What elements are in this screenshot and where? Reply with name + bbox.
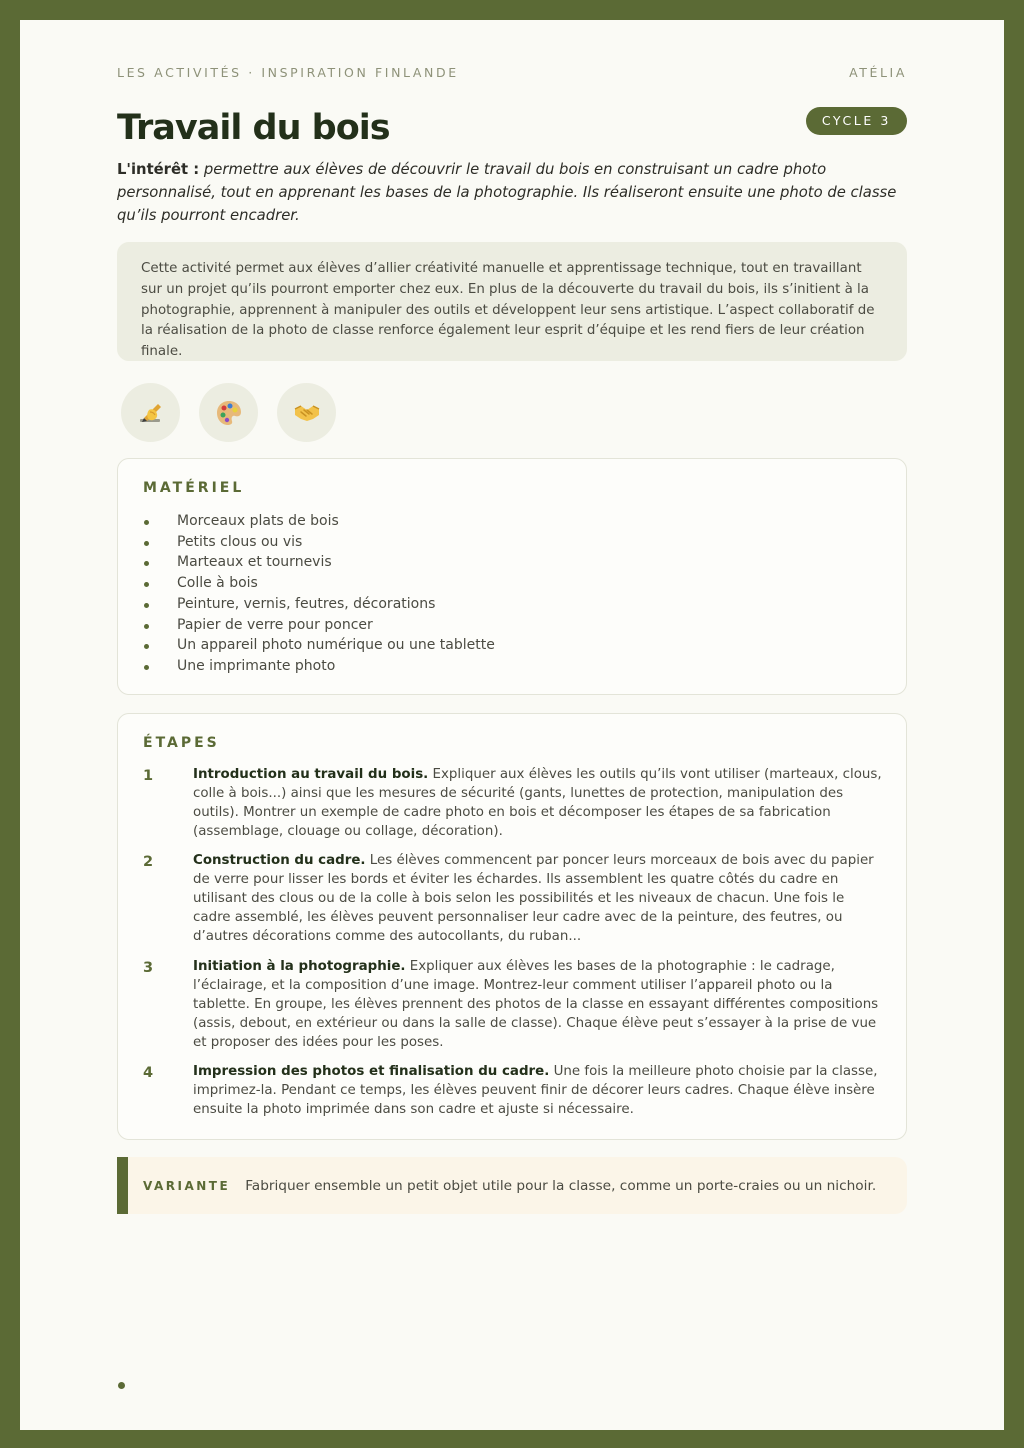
list-item: Un appareil photo numérique ou une tablette bbox=[143, 635, 495, 656]
etapes-card bbox=[117, 713, 907, 1140]
step-heading: Initiation à la photographie. bbox=[193, 959, 406, 974]
list-item: Papier de verre pour poncer bbox=[143, 615, 495, 636]
description-panel: Cette activité permet aux élèves d’allier créativité manuelle et apprentissage technique, tout en travaillant sur un projet qu’ils pourront emporter chez eux. En plus de la découverte du travail du bois, ils s’initient à la photographie, apprennent à manipuler des outils et développent leur sens artistique. L’aspect collaboratif de la réalisation de la photo de classe renforce également leur esprit d’équipe et les rend fiers de leur création finale. bbox=[117, 242, 907, 361]
step-heading: Impression des photos et finalisation du cadre. bbox=[193, 1064, 550, 1079]
handshake-icon bbox=[277, 383, 336, 442]
list-item: Marteaux et tournevis bbox=[143, 552, 495, 573]
etapes-title: ÉTAPES bbox=[143, 735, 220, 751]
page-title: Travail du bois bbox=[117, 108, 390, 148]
running-header bbox=[117, 65, 907, 80]
footer-dot bbox=[118, 1382, 125, 1389]
brand-label: ATÉLIA bbox=[849, 65, 907, 80]
step-body: Une fois la meilleure photo choisie par la classe, imprimez-la. Pendant ce temps, les élèves peuvent finir de décorer leurs cadres. Chaque élève insère ensuite la photo imprimée dans son cadre et ajuste si nécessaire. bbox=[193, 1064, 878, 1117]
list-item: Petits clous ou vis bbox=[143, 532, 495, 553]
step-text bbox=[193, 851, 883, 946]
list-item: Une imprimante photo bbox=[143, 656, 495, 677]
step-heading: Construction du cadre. bbox=[193, 853, 366, 868]
intro-label: L'intérêt : bbox=[117, 161, 200, 178]
cycle-badge: CYCLE 3 bbox=[806, 107, 907, 135]
writing-hand-icon bbox=[121, 383, 180, 442]
intro-text: permettre aux élèves de découvrir le travail du bois en construisant un cadre photo personnalisé, tout en apprenant les bases de la photographie. Ils réaliseront ensuite une photo de classe qu’ils pourront encadrer. bbox=[117, 161, 897, 224]
list-item: Morceaux plats de bois bbox=[143, 511, 495, 532]
list-item: Colle à bois bbox=[143, 573, 495, 594]
step-text bbox=[193, 957, 883, 1052]
step-heading: Introduction au travail du bois. bbox=[193, 767, 429, 782]
materiel-card bbox=[117, 458, 907, 695]
step-text bbox=[193, 1062, 883, 1119]
variante-text: Fabriquer ensemble un petit objet utile pour la classe, comme un porte-craies ou un nichoir. bbox=[245, 1177, 877, 1194]
step-body: Expliquer aux élèves les outils qu’ils vont utiliser (marteaux, clous, colle à bois...) ainsi que les mesures de sécurité (gants, lunettes de protection, manipulation des outils). Montrer un exemple de cadre photo en bois et décomposer les étapes de sa fabrication (assemblage, clouage ou collage, décoration). bbox=[193, 767, 882, 839]
step-text bbox=[193, 765, 883, 841]
section-label: LES ACTIVITÉS · INSPIRATION FINLANDE bbox=[117, 65, 459, 80]
palette-icon bbox=[199, 383, 258, 442]
skill-icons bbox=[121, 383, 336, 442]
materiel-title: MATÉRIEL bbox=[143, 480, 245, 496]
step-body: Expliquer aux élèves les bases de la photographie : le cadrage, l’éclairage, et la composition d’une image. Montrez-leur comment utiliser l’appareil photo ou la tablette. En groupe, les élèves prennent des photos de la classe en essayant différentes compositions (assis, debout, en extérieur ou dans la salle de classe). Chaque élève peut s’essayer à la prise de vue et proposer des idées pour les poses. bbox=[193, 959, 879, 1050]
page bbox=[20, 20, 1004, 1430]
materiel-list bbox=[143, 511, 495, 677]
step-number: 4 bbox=[143, 1065, 154, 1081]
step-number: 1 bbox=[143, 768, 154, 784]
step-number: 2 bbox=[143, 854, 154, 870]
variante-label: VARIANTE bbox=[143, 1178, 231, 1193]
list-item: Peinture, vernis, feutres, décorations bbox=[143, 594, 495, 615]
step-number: 3 bbox=[143, 960, 154, 976]
intro-paragraph bbox=[117, 158, 907, 227]
step-body: Les élèves commencent par poncer leurs morceaux de bois avec du papier de verre pour lisser les bords et éviter les échardes. Ils assemblent les quatre côtés du cadre en utilisant des clous ou de la colle à bois selon les possibilités et les niveaux de chacun. Une fois le cadre assemblé, les élèves peuvent personnaliser leur cadre avec de la peinture, des feutres, ou d’autres décorations comme des autocollants, du ruban... bbox=[193, 853, 874, 944]
variante-callout bbox=[117, 1157, 907, 1214]
